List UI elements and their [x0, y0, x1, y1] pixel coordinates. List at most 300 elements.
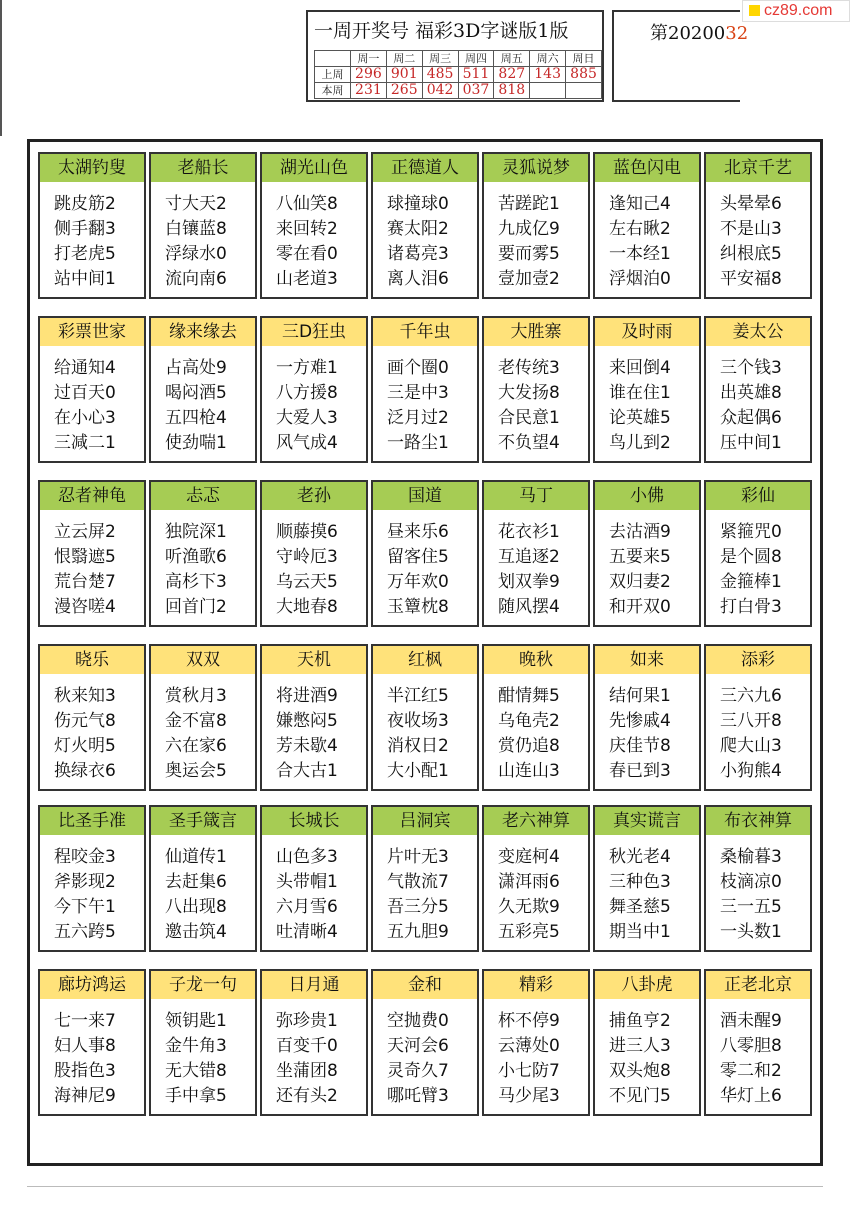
card-clue-line: 六在家6: [165, 736, 227, 756]
card-title: 正老北京: [706, 971, 810, 999]
card-clues: [720, 845, 812, 945]
puzzle-card: [38, 969, 146, 1116]
card-clues: [276, 356, 368, 456]
this-week-number: 231: [351, 83, 387, 99]
card-clue-line: 三个钱3: [720, 358, 782, 378]
card-clue-line: 诸葛亮3: [387, 244, 449, 264]
card-clue-line: 吐清晰4: [276, 922, 338, 942]
card-clue-line: 三是中3: [387, 383, 449, 403]
card-title: 双双: [151, 646, 255, 674]
card-clue-line: 纠根底5: [720, 244, 782, 264]
card-clue-line: 独院深1: [165, 522, 227, 542]
card-clues: [54, 1009, 146, 1109]
puzzle-card: [371, 805, 479, 952]
card-clue-line: 跳皮筋2: [54, 194, 116, 214]
card-clue-line: 三种色3: [609, 872, 671, 892]
card-clue-line: 吾三分5: [387, 897, 449, 917]
card-clue-line: 三一五5: [720, 897, 782, 917]
puzzle-card: [482, 644, 590, 791]
last-week-number: 827: [494, 67, 530, 83]
weekly-results-title: 一周开奖号 福彩3D字谜版1版: [314, 20, 569, 42]
weekly-results-table: [314, 50, 602, 99]
puzzle-card: [593, 644, 701, 791]
card-clues: [165, 1009, 257, 1109]
last-week-row: [315, 67, 602, 83]
card-clue-line: 恨翳遮5: [54, 547, 116, 567]
card-clue-line: 要而雾5: [498, 244, 560, 264]
card-clues: [387, 845, 479, 945]
card-clue-line: 离人泪6: [387, 269, 449, 289]
card-clues: [720, 684, 812, 784]
card-title: 彩票世家: [40, 318, 144, 346]
this-week-number: [530, 83, 566, 99]
puzzle-card: [38, 805, 146, 952]
card-clue-line: 使劲喘1: [165, 433, 227, 453]
card-clues: [609, 845, 701, 945]
card-clue-line: 白镶蓝8: [165, 219, 227, 239]
last-week-number: 296: [351, 67, 387, 83]
card-clues: [165, 356, 257, 456]
card-clue-line: 苦蹉跎1: [498, 194, 560, 214]
card-clue-line: 天河会6: [387, 1036, 449, 1056]
card-title: 老船长: [151, 154, 255, 182]
card-clue-line: 高杉下3: [165, 572, 227, 592]
card-clue-line: 浮烟泊0: [609, 269, 671, 289]
weekday-cell: 周四: [458, 51, 494, 67]
card-clue-line: 在小心3: [54, 408, 116, 428]
card-clue-line: 灯火明5: [54, 736, 116, 756]
last-week-label: 上周: [315, 67, 351, 83]
card-clue-line: 赛太阳2: [387, 219, 449, 239]
card-clue-line: 捕鱼亨2: [609, 1011, 671, 1031]
puzzle-card: [149, 480, 257, 627]
card-clue-line: 来回转2: [276, 219, 338, 239]
card-clue-line: 金牛角3: [165, 1036, 227, 1056]
card-clues: [720, 356, 812, 456]
issue-number: [650, 22, 748, 46]
watermark-text: cz89.com: [764, 2, 833, 19]
puzzle-card: [149, 969, 257, 1116]
weekday-row: [315, 51, 602, 67]
puzzle-card: [371, 316, 479, 463]
card-clues: [609, 1009, 701, 1109]
puzzle-card: [371, 644, 479, 791]
card-title: 晓乐: [40, 646, 144, 674]
card-clues: [387, 192, 479, 292]
card-clue-line: 不是山3: [720, 219, 782, 239]
card-clues: [165, 684, 257, 784]
card-clue-line: 秋光老4: [609, 847, 671, 867]
bottom-divider: [27, 1186, 823, 1187]
card-clue-line: 来回倒4: [609, 358, 671, 378]
card-clues: [387, 520, 479, 620]
last-week-number: 485: [422, 67, 458, 83]
puzzle-card: [482, 316, 590, 463]
card-title: 吕洞宾: [373, 807, 477, 835]
card-title: 圣手箴言: [151, 807, 255, 835]
card-clue-line: 老传统3: [498, 358, 560, 378]
card-clue-line: 守岭厄3: [276, 547, 338, 567]
card-clue-line: 金不富8: [165, 711, 227, 731]
card-clues: [276, 520, 368, 620]
card-clue-line: 侧手翻3: [54, 219, 116, 239]
card-clue-line: 头带帽1: [276, 872, 338, 892]
puzzle-card: [371, 152, 479, 299]
card-clues: [276, 192, 368, 292]
card-title: 小佛: [595, 482, 699, 510]
puzzle-card: [260, 805, 368, 952]
card-title: 国道: [373, 482, 477, 510]
card-clue-line: 站中间1: [54, 269, 116, 289]
card-clue-line: 斧影现2: [54, 872, 116, 892]
card-clue-line: 五要来5: [609, 547, 671, 567]
puzzle-card: [38, 316, 146, 463]
weekday-cell: 周一: [351, 51, 387, 67]
card-clue-line: 奥运会5: [165, 761, 227, 781]
issue-number-panel: [612, 10, 749, 102]
card-clue-line: 伤元气8: [54, 711, 116, 731]
card-clue-line: 五九胆9: [387, 922, 449, 942]
card-clue-line: 喝闷酒5: [165, 383, 227, 403]
last-week-number: 143: [530, 67, 566, 83]
card-title: 晚秋: [484, 646, 588, 674]
card-clue-line: 互追逐2: [498, 547, 560, 567]
card-clue-line: 球撞球0: [387, 194, 449, 214]
card-clue-line: 股指色3: [54, 1061, 116, 1081]
card-clue-line: 百变千0: [276, 1036, 338, 1056]
card-clue-line: 枝滴凉0: [720, 872, 782, 892]
card-clue-line: 庆佳节8: [609, 736, 671, 756]
card-clue-line: 八方援8: [276, 383, 338, 403]
card-clue-line: 五六跨5: [54, 922, 116, 942]
card-clues: [720, 192, 812, 292]
card-clue-line: 鸟儿到2: [609, 433, 671, 453]
card-clue-line: 大小配1: [387, 761, 449, 781]
card-clue-line: 八零胆8: [720, 1036, 782, 1056]
card-title: 廊坊鸿运: [40, 971, 144, 999]
puzzle-card: [704, 316, 812, 463]
card-clue-line: 合大古1: [276, 761, 338, 781]
card-clue-line: 听渔歌6: [165, 547, 227, 567]
card-clue-line: 半江红5: [387, 686, 449, 706]
card-clue-line: 大地春8: [276, 597, 338, 617]
card-clues: [276, 1009, 368, 1109]
weekday-cell: 周日: [566, 51, 602, 67]
card-clue-line: 划双拳9: [498, 572, 560, 592]
puzzle-card: [704, 644, 812, 791]
card-clue-line: 三六九6: [720, 686, 782, 706]
card-clues: [387, 1009, 479, 1109]
card-clue-line: 留客住5: [387, 547, 449, 567]
card-clue-line: 回首门2: [165, 597, 227, 617]
card-clue-line: 逢知己4: [609, 194, 671, 214]
card-clue-line: 昼来乐6: [387, 522, 449, 542]
card-title: 北京千艺: [706, 154, 810, 182]
card-clues: [609, 520, 701, 620]
card-clues: [165, 520, 257, 620]
weekday-cell: 周二: [386, 51, 422, 67]
card-clue-line: 三八开8: [720, 711, 782, 731]
card-clue-line: 流向南6: [165, 269, 227, 289]
card-clue-line: 浮绿水0: [165, 244, 227, 264]
this-week-number: 265: [386, 83, 422, 99]
card-title: 比圣手准: [40, 807, 144, 835]
card-clue-line: 众起偶6: [720, 408, 782, 428]
card-clue-line: 云薄处0: [498, 1036, 560, 1056]
card-clue-line: 漫咨嗟4: [54, 597, 116, 617]
card-clues: [498, 356, 590, 456]
this-week-number: [566, 83, 602, 99]
card-title: 老孙: [262, 482, 366, 510]
card-clue-line: 打白骨3: [720, 597, 782, 617]
card-title: 忐忑: [151, 482, 255, 510]
card-clues: [165, 845, 257, 945]
card-clue-line: 寸大天2: [165, 194, 227, 214]
card-clue-line: 消权日2: [387, 736, 449, 756]
weekly-results-panel: [306, 10, 604, 102]
card-clues: [498, 845, 590, 945]
card-clue-line: 夜收场3: [387, 711, 449, 731]
card-clue-line: 妇人事8: [54, 1036, 116, 1056]
card-clue-line: 一方难1: [276, 358, 338, 378]
card-clue-line: 结何果1: [609, 686, 671, 706]
puzzle-card: [482, 480, 590, 627]
card-clues: [720, 520, 812, 620]
puzzle-card: [593, 805, 701, 952]
card-clue-line: 金箍棒1: [720, 572, 782, 592]
card-clue-line: 程咬金3: [54, 847, 116, 867]
card-clue-line: 是个圆8: [720, 547, 782, 567]
card-clue-line: 双头炮8: [609, 1061, 671, 1081]
puzzle-card: [593, 969, 701, 1116]
card-clue-line: 马少尾3: [498, 1086, 560, 1106]
card-title: 子龙一句: [151, 971, 255, 999]
card-clue-line: 头晕晕6: [720, 194, 782, 214]
card-clues: [165, 192, 257, 292]
card-clue-line: 嫌憋闷5: [276, 711, 338, 731]
puzzle-card: [260, 969, 368, 1116]
card-title: 姜太公: [706, 318, 810, 346]
puzzle-card: [482, 969, 590, 1116]
card-clue-line: 久无欺9: [498, 897, 560, 917]
card-clue-line: 海神尼9: [54, 1086, 116, 1106]
card-clue-line: 爬大山3: [720, 736, 782, 756]
card-clues: [54, 684, 146, 784]
card-clue-line: 乌云天5: [276, 572, 338, 592]
puzzle-card: [704, 969, 812, 1116]
watermark-square-icon: [749, 5, 760, 16]
card-title: 如来: [595, 646, 699, 674]
card-clues: [498, 1009, 590, 1109]
card-clue-line: 万年欢0: [387, 572, 449, 592]
card-clue-line: 期当中1: [609, 922, 671, 942]
card-clue-line: 过百天0: [54, 383, 116, 403]
card-clue-line: 合民意1: [498, 408, 560, 428]
card-clue-line: 谁在住1: [609, 383, 671, 403]
card-clue-line: 山老道3: [276, 269, 338, 289]
card-title: 精彩: [484, 971, 588, 999]
card-clue-line: 秋来知3: [54, 686, 116, 706]
card-clue-line: 出英雄8: [720, 383, 782, 403]
card-clue-line: 气散流7: [387, 872, 449, 892]
card-clue-line: 华灯上6: [720, 1086, 782, 1106]
card-clue-line: 酒未醒9: [720, 1011, 782, 1031]
card-clue-line: 小狗熊4: [720, 761, 782, 781]
card-clues: [720, 1009, 812, 1109]
weekday-cell: 周五: [494, 51, 530, 67]
card-clue-line: 小七防7: [498, 1061, 560, 1081]
card-clue-line: 邀击筑4: [165, 922, 227, 942]
puzzle-card: [704, 480, 812, 627]
card-clue-line: 壹加壹2: [498, 269, 560, 289]
card-clue-line: 换绿衣6: [54, 761, 116, 781]
card-clue-line: 今下午1: [54, 897, 116, 917]
card-clues: [387, 356, 479, 456]
card-clue-line: 还有头2: [276, 1086, 338, 1106]
puzzle-card: [260, 316, 368, 463]
card-clue-line: 双归妻2: [609, 572, 671, 592]
card-clue-line: 随风摆4: [498, 597, 560, 617]
puzzle-card: [149, 805, 257, 952]
corner-cell: [315, 51, 351, 67]
issue-suffix: 32: [725, 23, 749, 44]
card-clue-line: 五四枪4: [165, 408, 227, 428]
card-clue-line: 坐蒲团8: [276, 1061, 338, 1081]
card-clues: [498, 192, 590, 292]
card-clue-line: 芳未歇4: [276, 736, 338, 756]
card-clues: [609, 684, 701, 784]
weekday-cell: 周三: [422, 51, 458, 67]
puzzle-card: [704, 152, 812, 299]
card-clue-line: 和开双0: [609, 597, 671, 617]
puzzle-grid: [27, 139, 823, 1166]
card-clue-line: 酣情舞5: [498, 686, 560, 706]
card-title: 日月通: [262, 971, 366, 999]
this-week-number: 037: [458, 83, 494, 99]
card-clue-line: 桑榆暮3: [720, 847, 782, 867]
puzzle-card: [149, 152, 257, 299]
card-clue-line: 九成亿9: [498, 219, 560, 239]
card-clue-line: 平安福8: [720, 269, 782, 289]
card-title: 千年虫: [373, 318, 477, 346]
card-title: 蓝色闪电: [595, 154, 699, 182]
card-clue-line: 灵奇久7: [387, 1061, 449, 1081]
card-clue-line: 片叶无3: [387, 847, 449, 867]
card-clue-line: 给通知4: [54, 358, 116, 378]
card-clue-line: 赏秋月3: [165, 686, 227, 706]
card-title: 正德道人: [373, 154, 477, 182]
card-clue-line: 左右瞅2: [609, 219, 671, 239]
card-title: 彩仙: [706, 482, 810, 510]
card-title: 大胜寨: [484, 318, 588, 346]
card-clue-line: 玉簟枕8: [387, 597, 449, 617]
card-title: 三D狂虫: [262, 318, 366, 346]
this-week-number: 818: [494, 83, 530, 99]
card-clue-line: 无大错8: [165, 1061, 227, 1081]
card-title: 真实谎言: [595, 807, 699, 835]
card-clue-line: 领钥匙1: [165, 1011, 227, 1031]
puzzle-card: [149, 316, 257, 463]
card-clue-line: 三减二1: [54, 433, 116, 453]
card-title: 太湖钓叟: [40, 154, 144, 182]
card-clue-line: 潇洱雨6: [498, 872, 560, 892]
puzzle-card: [38, 644, 146, 791]
weekday-cell: 周六: [530, 51, 566, 67]
card-clue-line: 春已到3: [609, 761, 671, 781]
card-clue-line: 压中间1: [720, 433, 782, 453]
card-clue-line: 占高处9: [165, 358, 227, 378]
last-week-number: 511: [458, 67, 494, 83]
card-clue-line: 杯不停9: [498, 1011, 560, 1031]
card-title: 金和: [373, 971, 477, 999]
card-clues: [387, 684, 479, 784]
card-clue-line: 打老虎5: [54, 244, 116, 264]
card-clues: [609, 192, 701, 292]
card-clue-line: 一路尘1: [387, 433, 449, 453]
card-clues: [498, 520, 590, 620]
card-clues: [276, 684, 368, 784]
card-clue-line: 五彩亮5: [498, 922, 560, 942]
card-clues: [54, 520, 146, 620]
card-title: 红枫: [373, 646, 477, 674]
puzzle-card: [38, 152, 146, 299]
card-title: 湖光山色: [262, 154, 366, 182]
card-clue-line: 六月雪6: [276, 897, 338, 917]
card-title: 布衣神算: [706, 807, 810, 835]
card-clue-line: 荒台楚7: [54, 572, 116, 592]
card-clue-line: 仙道传1: [165, 847, 227, 867]
card-clue-line: 零二和2: [720, 1061, 782, 1081]
puzzle-card: [482, 805, 590, 952]
card-clues: [54, 845, 146, 945]
card-clue-line: 一本经1: [609, 244, 671, 264]
puzzle-card: [593, 480, 701, 627]
card-clue-line: 立云屏2: [54, 522, 116, 542]
card-clue-line: 七一来7: [54, 1011, 116, 1031]
card-clues: [276, 845, 368, 945]
card-clue-line: 风气成4: [276, 433, 338, 453]
puzzle-card: [149, 644, 257, 791]
card-clue-line: 八仙笑8: [276, 194, 338, 214]
card-clue-line: 变庭柯4: [498, 847, 560, 867]
card-clue-line: 一头数1: [720, 922, 782, 942]
card-clue-line: 大发扬8: [498, 383, 560, 403]
card-clue-line: 顺藤摸6: [276, 522, 338, 542]
card-title: 缘来缘去: [151, 318, 255, 346]
card-title: 忍者神龟: [40, 482, 144, 510]
puzzle-card: [260, 152, 368, 299]
card-title: 灵狐说梦: [484, 154, 588, 182]
card-title: 马丁: [484, 482, 588, 510]
card-clue-line: 零在看0: [276, 244, 338, 264]
last-week-number: 885: [566, 67, 602, 83]
card-clue-line: 不见门5: [609, 1086, 671, 1106]
puzzle-card: [371, 969, 479, 1116]
card-title: 天机: [262, 646, 366, 674]
card-clue-line: 紧箍咒0: [720, 522, 782, 542]
puzzle-card: [260, 644, 368, 791]
puzzle-card: [482, 152, 590, 299]
card-clue-line: 乌龟壳2: [498, 711, 560, 731]
card-clue-line: 山色多3: [276, 847, 338, 867]
puzzle-card: [593, 316, 701, 463]
card-clue-line: 八出现8: [165, 897, 227, 917]
card-clue-line: 花衣衫1: [498, 522, 560, 542]
card-clue-line: 去沽酒9: [609, 522, 671, 542]
card-clue-line: 舞圣慈5: [609, 897, 671, 917]
card-title: 长城长: [262, 807, 366, 835]
card-clues: [54, 192, 146, 292]
